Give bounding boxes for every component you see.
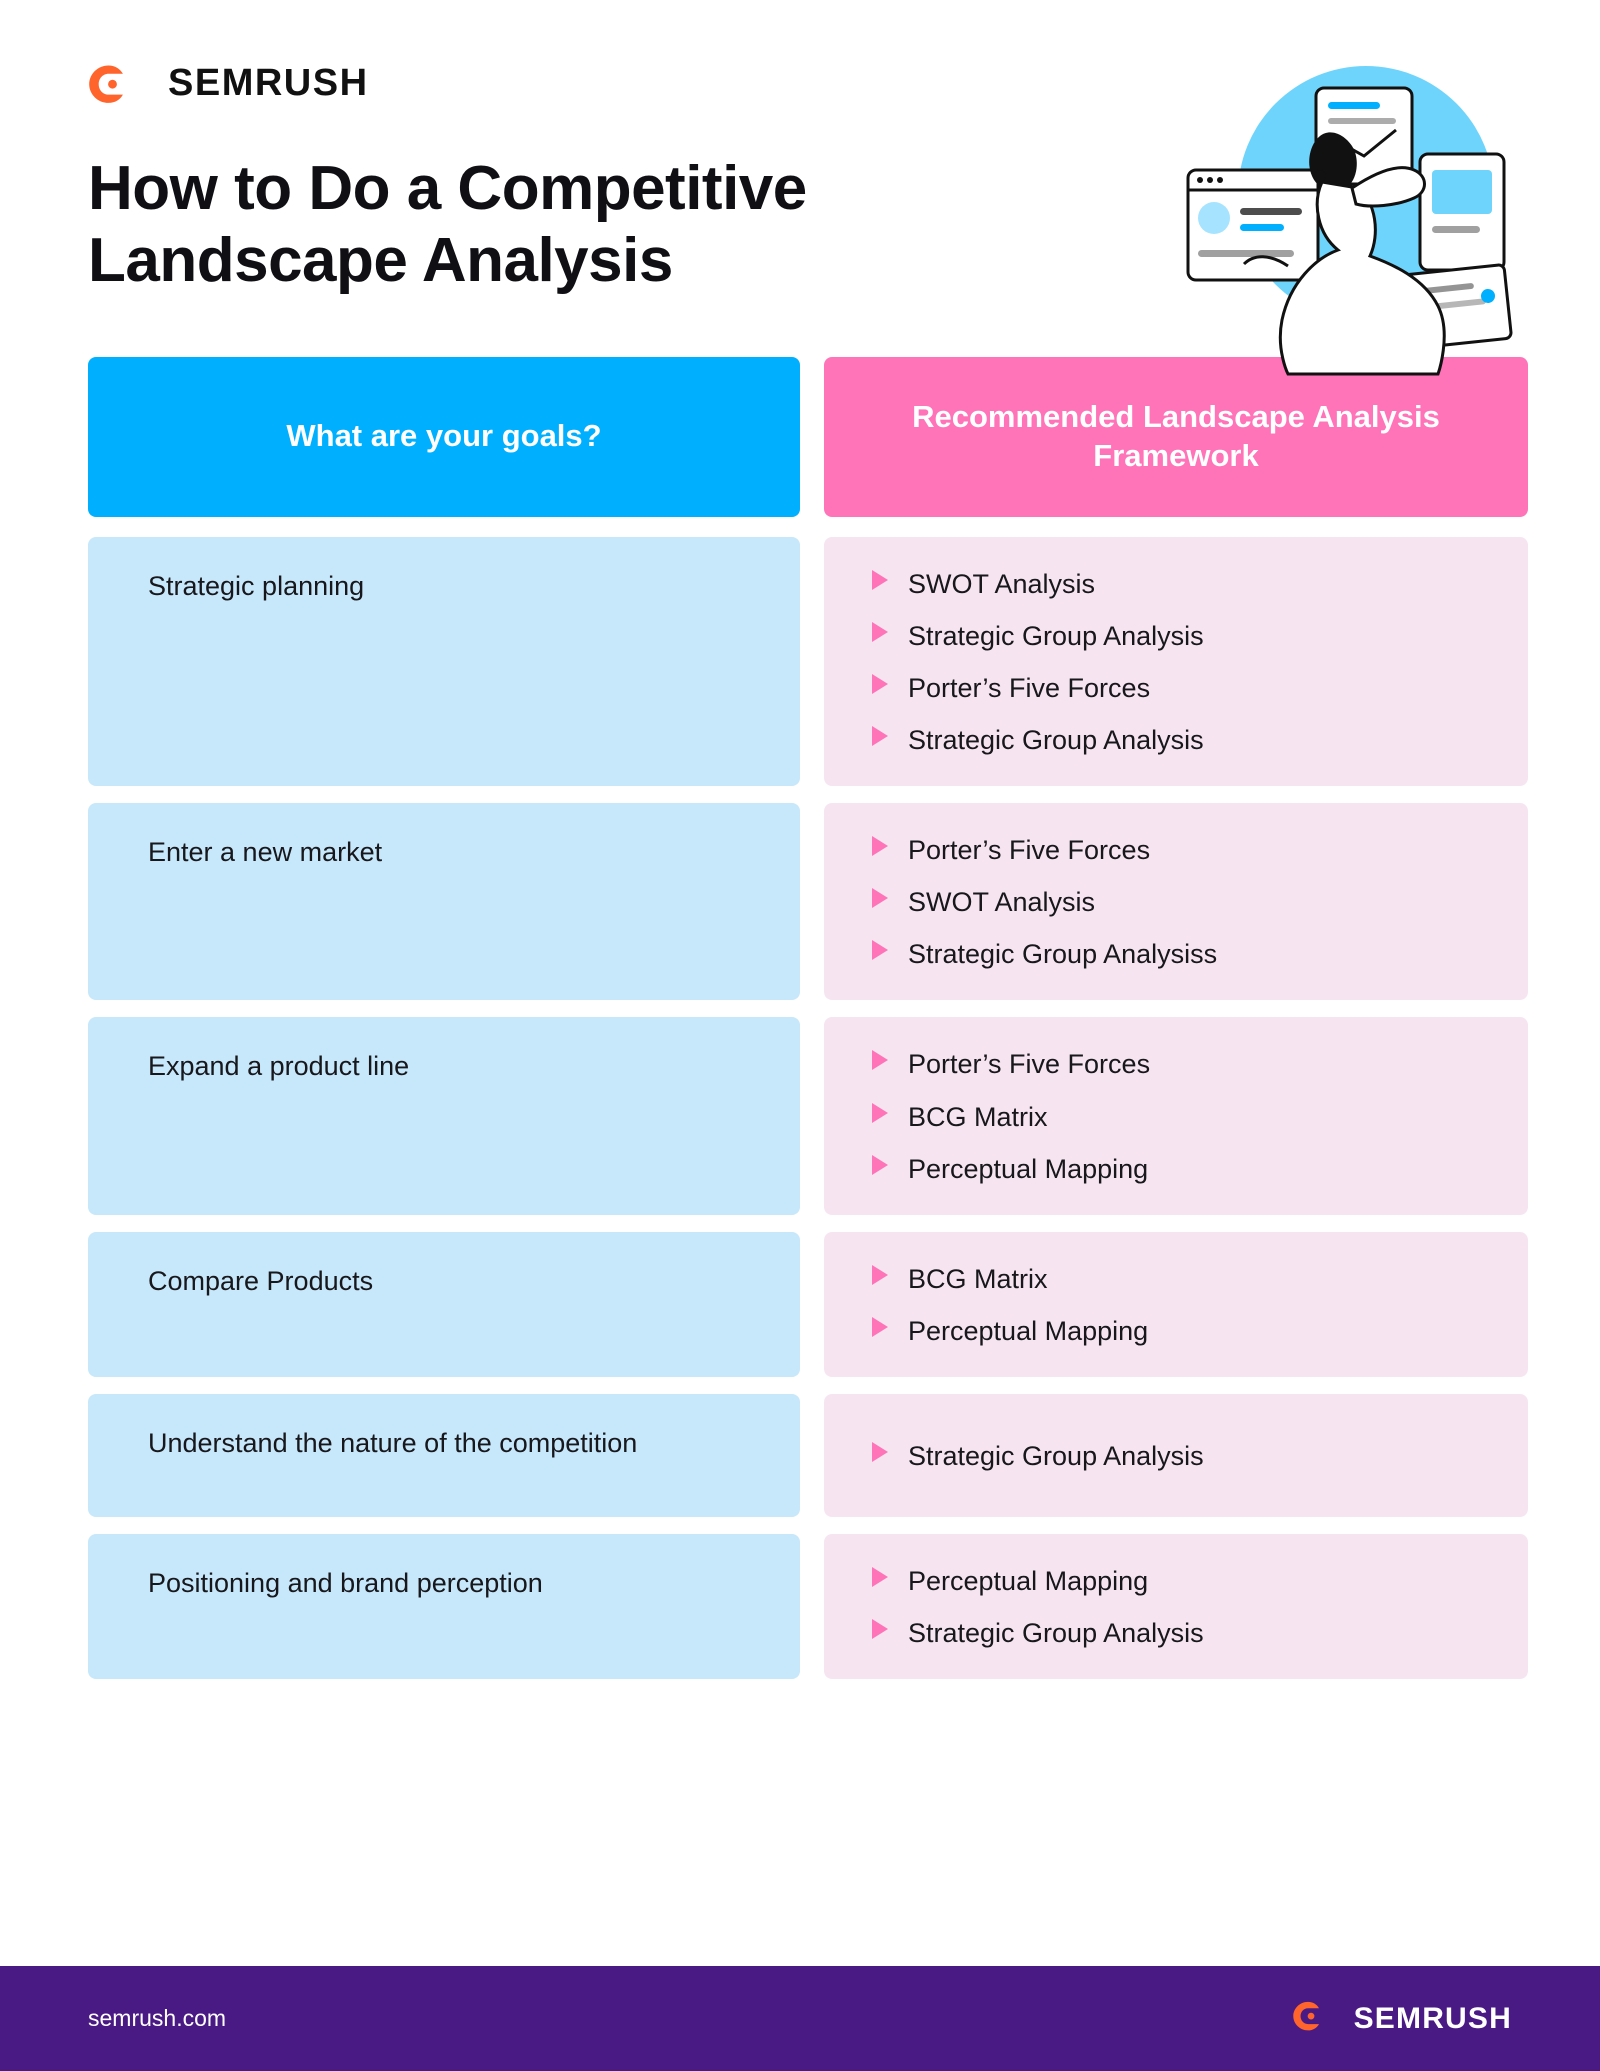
triangle-bullet-icon [872, 940, 888, 960]
list-item [872, 1152, 1492, 1187]
framework-label: Strategic Group Analysis [908, 725, 1204, 756]
semrush-logo-icon [1292, 2000, 1340, 2037]
table-row [88, 1232, 1512, 1377]
framework-cell [824, 1232, 1528, 1377]
table-row [88, 1017, 1512, 1214]
triangle-bullet-icon [872, 1317, 888, 1337]
framework-label: Porter’s Five Forces [908, 835, 1151, 866]
framework-label: SWOT Analysis [908, 887, 1096, 918]
triangle-bullet-icon [872, 1265, 888, 1285]
list-item [872, 1616, 1492, 1651]
framework-label: SWOT Analysis [908, 568, 1096, 599]
list-item [872, 1314, 1492, 1349]
goals-column [88, 357, 800, 517]
triangle-bullet-icon [872, 726, 888, 746]
list-item [872, 1047, 1492, 1082]
framework-cell [824, 1534, 1528, 1679]
framework-label: Strategic Group Analysis [908, 1618, 1204, 1649]
table-row [88, 803, 1512, 1000]
list-item [872, 1439, 1204, 1474]
footer-url[interactable]: semrush.com [88, 2005, 227, 2031]
triangle-bullet-icon [872, 1619, 888, 1639]
goal-cell: Expand a product line [88, 1017, 800, 1214]
semrush-logo-icon [88, 63, 150, 105]
triangle-bullet-icon [872, 836, 888, 856]
list-item [872, 885, 1492, 920]
person-with-dashboards-illustration [1170, 58, 1530, 388]
list-item [872, 567, 1492, 602]
framework-label: BCG Matrix [908, 1263, 1048, 1294]
framework-label: Porter’s Five Forces [908, 1049, 1151, 1080]
table-row [88, 537, 1512, 786]
goal-cell: Compare Products [88, 1232, 800, 1377]
list-item [872, 937, 1492, 972]
list-item [872, 671, 1492, 706]
triangle-bullet-icon [872, 888, 888, 908]
triangle-bullet-icon [872, 1103, 888, 1123]
triangle-bullet-icon [872, 674, 888, 694]
list-item [872, 619, 1492, 654]
triangle-bullet-icon [872, 622, 888, 642]
triangle-bullet-icon [872, 570, 888, 590]
footer-brand-name: SEMRUSH [1353, 2001, 1512, 2035]
framework-label: Perceptual Mapping [908, 1315, 1149, 1346]
framework-label: Perceptual Mapping [908, 1153, 1149, 1184]
page-title: How to Do a Competitive Landscape Analysis [88, 154, 807, 295]
footer-brand-logo [1292, 2000, 1512, 2037]
framework-label: Perceptual Mapping [908, 1565, 1149, 1596]
framework-label: Porter’s Five Forces [908, 673, 1151, 703]
list-item [872, 833, 1492, 868]
triangle-bullet-icon [872, 1155, 888, 1175]
framework-label: Strategic Group Analysiss [908, 939, 1218, 970]
framework-cell [824, 1394, 1528, 1517]
goal-cell: Understand the nature of the competition [88, 1394, 800, 1517]
framework-label: BCG Matrix [908, 1101, 1048, 1132]
list-item [872, 723, 1492, 758]
framework-cell [824, 537, 1528, 786]
triangle-bullet-icon [872, 1567, 888, 1587]
framework-label: Strategic Group Analysis [908, 1440, 1204, 1471]
table-row [88, 1534, 1512, 1679]
footer [0, 1966, 1600, 2071]
table-row [88, 1394, 1512, 1517]
framework-label: Strategic Group Analysis [908, 620, 1204, 651]
goal-cell: Enter a new market [88, 803, 800, 1000]
table-body [88, 537, 1512, 1679]
framework-column-header: Recommended Landscape Analysis Framework [824, 357, 1528, 517]
list-item [872, 1564, 1492, 1599]
triangle-bullet-icon [872, 1442, 888, 1462]
header [0, 0, 1600, 297]
list-item [872, 1100, 1492, 1135]
goals-column-header: What are your goals? [88, 357, 800, 517]
goal-cell: Strategic planning [88, 537, 800, 786]
goal-cell: Positioning and brand perception [88, 1534, 800, 1679]
list-item [872, 1262, 1492, 1297]
triangle-bullet-icon [872, 1050, 888, 1070]
brand-name: SEMRUSH [168, 62, 369, 104]
framework-cell [824, 803, 1528, 1000]
framework-cell [824, 1017, 1528, 1214]
